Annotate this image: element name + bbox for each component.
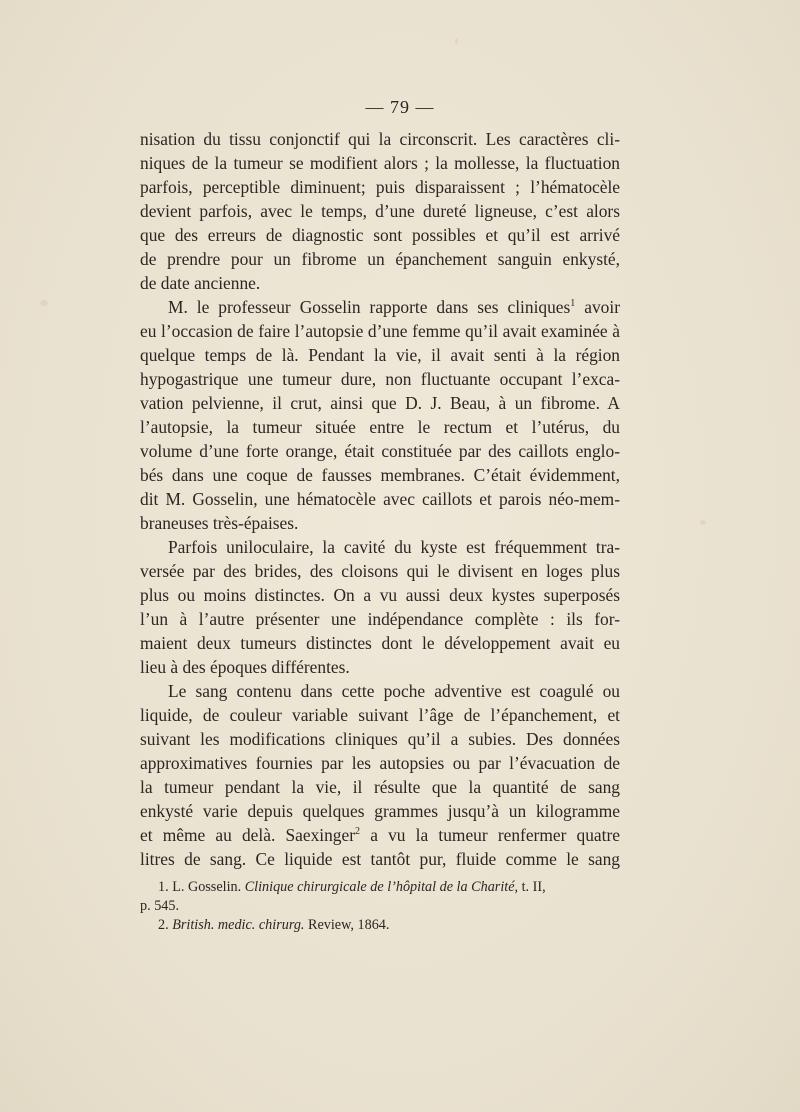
text-line: lieu à des époques différentes.	[140, 657, 350, 677]
footnote-ref-1: 1	[570, 298, 576, 309]
text-line: suivant les modifications cliniques qu’il a subies. Des données	[140, 729, 620, 749]
text-line: l’un à l’autre présenter une indépendance complète : ils for-	[140, 609, 620, 629]
text-line: l’autopsie, la tumeur située entre le rectum et l’utérus, du	[140, 417, 620, 437]
text-line: litres de sang. Ce liquide est tantôt pur, fluide comme le sang	[140, 849, 620, 869]
body-text	[140, 127, 620, 871]
paragraph-4	[140, 679, 620, 871]
paragraph-2	[140, 295, 620, 535]
paragraph-1	[140, 127, 620, 295]
text-line: liquide, de couleur variable suivant l’âge de l’épanchement, et	[140, 705, 620, 725]
text-line: versée par des brides, des cloisons qui le divisent en loges plus	[140, 561, 620, 581]
text-line: niques de la tumeur se modifient alors ; la mollesse, la fluctuation	[140, 153, 620, 173]
footnote-title: Clinique chirurgicale de l’hôpital de la Charité	[244, 879, 515, 895]
text-line	[140, 295, 620, 319]
text-line: parfois, perceptible diminuent; puis disparaissent ; l’hématocèle	[140, 177, 620, 197]
text-line	[140, 823, 620, 847]
footnote-rest: Review, 1864.	[304, 917, 390, 933]
text-line: braneuses très-épaises.	[140, 513, 299, 533]
text-span: a vu la tumeur renfermer quatre	[360, 825, 620, 845]
text-line: enkysté varie depuis quelques grammes jusqu’à un kilogramme	[140, 801, 620, 821]
text-span: et même au delà. Saexinger	[140, 825, 356, 845]
paragraph-3	[140, 535, 620, 679]
footnote-1	[140, 878, 620, 897]
footnotes	[140, 878, 620, 935]
text-span: avoir	[575, 297, 620, 317]
footnote-rest: , t. II,	[514, 879, 546, 895]
text-line: Parfois uniloculaire, la cavité du kyste est fréquemment tra-	[168, 537, 620, 557]
text-line: vation pelvienne, il crut, ainsi que D. J. Beau, à un fibrome. A	[140, 393, 620, 413]
footnote-2	[140, 916, 620, 935]
text-line: devient parfois, avec le temps, d’une dureté ligneuse, c’est alors	[140, 201, 620, 221]
text-line: volume d’une forte orange, était constituée par des caillots englo-	[140, 441, 620, 461]
text-line: maient deux tumeurs distinctes dont le développement avait eu	[140, 633, 620, 653]
footnote-author: L. Gosselin.	[168, 879, 245, 895]
footnote-number: 1.	[158, 879, 169, 895]
text-line: la tumeur pendant la vie, il résulte que la quantité de sang	[140, 777, 620, 797]
text-line: approximatives fournies par les autopsies ou par l’évacuation de	[140, 753, 620, 773]
text-line: que des erreurs de diagnostic sont possibles et qu’il est arrivé	[140, 225, 620, 245]
text-line: hypogastrique une tumeur dure, non fluctuante occupant l’exca-	[140, 369, 620, 389]
footnote-ref-2: 2	[355, 826, 361, 837]
text-line: de date ancienne.	[140, 273, 261, 293]
footnote-1-continuation: p. 545.	[140, 898, 180, 914]
text-span: M. le professeur Gosselin rapporte dans ses cliniques	[168, 297, 571, 317]
text-line: eu l’occasion de faire l’autopsie d’une femme qu’il avait examinée à	[140, 321, 620, 341]
footnote-number: 2.	[158, 917, 169, 933]
text-line: bés dans une coque de fausses membranes. C’était évidemment,	[140, 465, 620, 485]
footnote-title: British. medic. chirurg.	[172, 917, 305, 933]
text-line: plus ou moins distinctes. On a vu aussi deux kystes superposés	[140, 585, 620, 605]
text-line: de prendre pour un fibrome un épanchement sanguin enkysté,	[140, 249, 620, 269]
text-line: nisation du tissu conjonctif qui la circonscrit. Les caractères cli-	[140, 129, 620, 149]
page-number: — 79 —	[365, 97, 435, 117]
text-line: quelque temps de là. Pendant la vie, il avait senti à la région	[140, 345, 620, 365]
text-line: Le sang contenu dans cette poche adventive est coagulé ou	[168, 681, 620, 701]
text-line: dit M. Gosselin, une hématocèle avec caillots et parois néo-mem-	[140, 489, 620, 509]
